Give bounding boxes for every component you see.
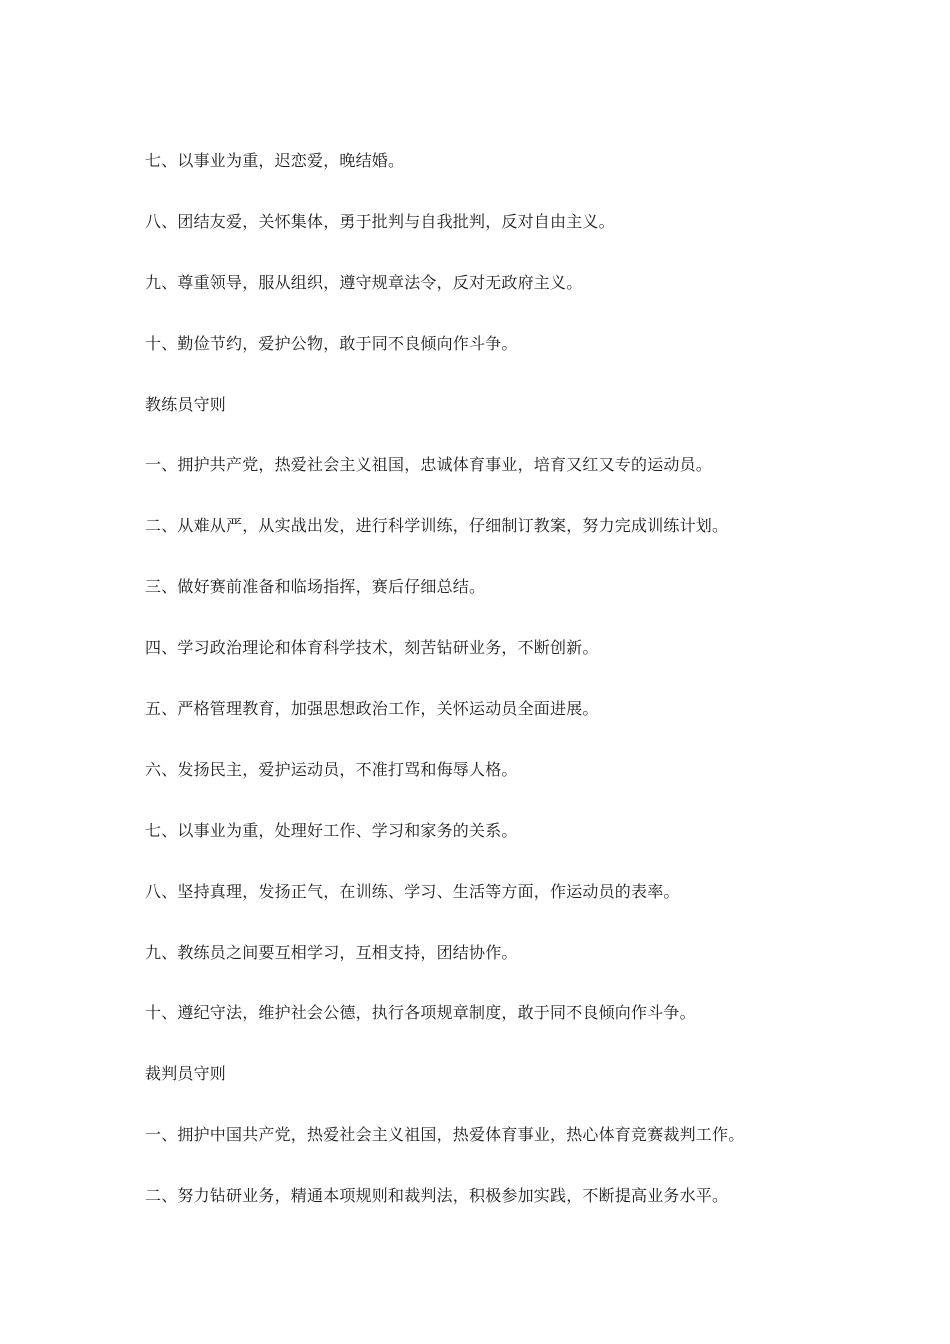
rule-item: 二、努力钻研业务，精通本项规则和裁判法，积极参加实践，不断提高业务水平。 (145, 1186, 729, 1206)
rule-item: 七、以事业为重，迟恋爱，晚结婚。 (145, 151, 405, 170)
document-body (145, 147, 905, 1243)
rule-item: 七、以事业为重，处理好工作、学习和家务的关系。 (145, 820, 518, 840)
rule-item: 六、发扬民主，爱护运动员，不准打骂和侮辱人格。 (145, 759, 518, 779)
rule-item: 八、坚持真理，发扬正气，在训练、学习、生活等方面，作运动员的表率。 (145, 881, 680, 901)
rule-item: 二、从难从严，从实战出发，进行科学训练，仔细制订教案，努力完成训练计划。 (145, 516, 729, 536)
section-heading: 教练员守则 (145, 394, 227, 414)
rule-item: 一、拥护中国共产党，热爱社会主义祖国，热爱体育事业，热心体育竞赛裁判工作。 (145, 1125, 745, 1145)
rule-item: 四、学习政治理论和体育科学技术，刻苦钻研业务，不断创新。 (145, 638, 599, 658)
rule-item: 十、勤俭节约，爱护公物，敢于同不良倾向作斗争。 (145, 333, 518, 353)
rule-item: 九、教练员之间要互相学习，互相支持，团结协作。 (145, 942, 518, 962)
rule-item: 九、尊重领导，服从组织，遵守规章法令，反对无政府主义。 (145, 272, 583, 292)
section-heading: 裁判员守则 (145, 1064, 227, 1084)
rule-item: 八、团结友爱，关怀集体，勇于批判与自我批判，反对自由主义。 (145, 211, 615, 231)
rule-item: 一、拥护共产党，热爱社会主义祖国，忠诚体育事业，培育又红又专的运动员。 (145, 455, 713, 475)
rule-item: 三、做好赛前准备和临场指挥，赛后仔细总结。 (145, 577, 486, 597)
rule-item: 五、严格管理教育，加强思想政治工作，关怀运动员全面进展。 (145, 699, 599, 719)
rule-item: 十、遵纪守法，维护社会公德，执行各项规章制度，敢于同不良倾向作斗争。 (145, 1003, 696, 1023)
